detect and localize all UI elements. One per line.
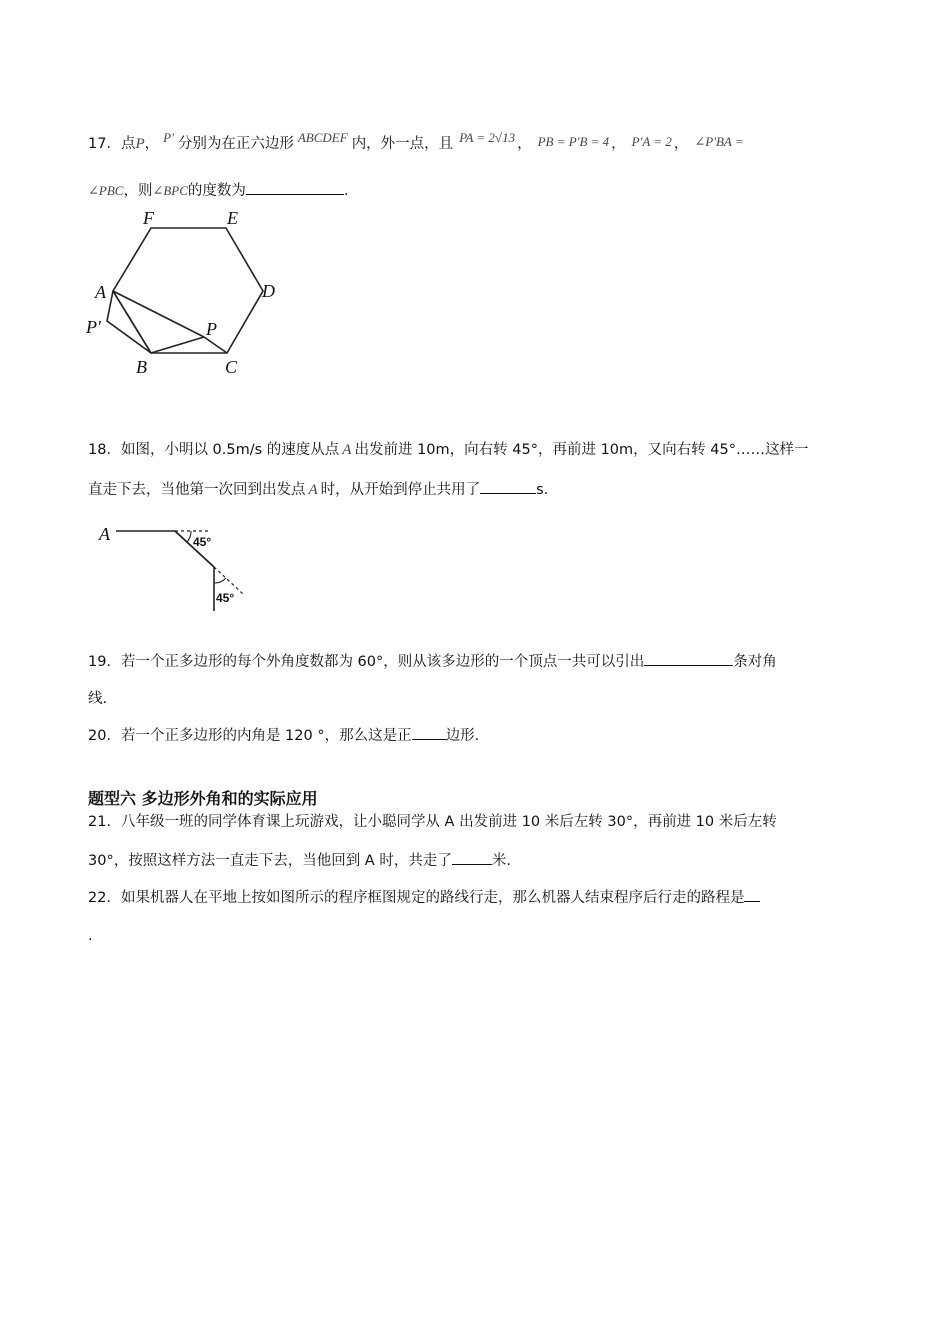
- q20-line1: [88, 725, 479, 746]
- q22-period: .: [88, 928, 93, 944]
- q22-line2: [88, 926, 93, 946]
- segment-p-c: [204, 337, 227, 353]
- q21-answer-blank: [452, 850, 492, 865]
- walk-path-figure: [95, 520, 255, 615]
- q19-line1: [88, 651, 777, 672]
- label-c: C: [225, 357, 238, 377]
- label-a: A: [95, 282, 106, 302]
- q22-text1: 22．如果机器人在平地上按如图所示的程序框图规定的路线行走，那么机器人结束程序后行走的路程是: [88, 890, 745, 906]
- q17-sep1: ，: [517, 136, 532, 152]
- q17-text1: 分别为在正六边形: [177, 136, 294, 152]
- angle-label-2: 45°: [216, 591, 235, 605]
- q19-text2: 条对角: [733, 654, 777, 670]
- label-pprime: P': [86, 317, 101, 337]
- q18-unit: s.: [536, 482, 549, 498]
- q17-comma: ，: [144, 136, 160, 152]
- label-p: P: [206, 319, 217, 339]
- label-a: A: [99, 524, 110, 544]
- q17-number: 17．点: [88, 136, 136, 152]
- q17-text3: ，则: [123, 183, 153, 199]
- q18-point-a: A: [342, 442, 352, 458]
- q17-point-pprime: P': [163, 130, 174, 145]
- q17-period: .: [343, 183, 349, 199]
- q21-text1: 21．八年级一班的同学体育课上玩游戏，让小聪同学从 A 出发前进 10 米后左转 30°，再前进 10 米后左转: [88, 814, 777, 830]
- q20-text2: 边形.: [445, 728, 480, 744]
- q21-line2: [88, 850, 511, 871]
- label-e: E: [227, 208, 238, 228]
- q19-text3: 线.: [88, 691, 108, 707]
- q18-answer-blank: [480, 479, 536, 494]
- angle-arc-1: [187, 531, 191, 542]
- q22-answer-blank: [744, 887, 760, 902]
- q18-text2: 出发前进 10m，向右转 45°，再前进 10m，又向右转 45°……这样一: [354, 442, 809, 458]
- q17-line2: [88, 180, 349, 201]
- q17-text2: 内，外一点，且: [351, 136, 454, 152]
- path-extension-2: [214, 567, 243, 594]
- q17-sep2: ，: [611, 136, 626, 152]
- hexagon-shape: [113, 228, 263, 353]
- q18-line2: [88, 479, 548, 500]
- q21-text2: 30°，按照这样方法一直走下去，当他回到 A 时，共走了: [88, 853, 452, 869]
- q20-text1: 20．若一个正多边形的内角是 120 °，那么这是正: [88, 728, 412, 744]
- q19-answer-blank: [644, 651, 733, 666]
- angle-arc-2: [214, 578, 226, 583]
- q22-line1: [88, 887, 760, 908]
- q17-line1: [88, 128, 744, 154]
- q17-sep3: ，: [673, 136, 689, 152]
- q18-text4: 时，从开始到停止共用了: [320, 482, 481, 498]
- q18-line1: [88, 440, 808, 460]
- q21-line1: [88, 812, 777, 832]
- q18-point-a2: A: [308, 482, 318, 498]
- q17-angle1: ∠P'BA =: [694, 134, 744, 149]
- q21-text3: 米.: [491, 853, 511, 869]
- segment-b-p: [151, 337, 204, 353]
- hexagon-figure: [80, 205, 290, 380]
- q17-answer-blank: [246, 180, 344, 195]
- label-d: D: [262, 281, 275, 301]
- q20-answer-blank: [412, 725, 446, 740]
- q18-text1: 18．如图，小明以 0.5m/s 的速度从点: [88, 442, 340, 458]
- q19-text1: 19．若一个正多边形的每个外角度数都为 60°，则从该多边形的一个顶点一共可以引出: [88, 654, 645, 670]
- q17-ppa: P'A = 2: [631, 134, 672, 149]
- q18-text3: 直走下去，当他第一次回到出发点: [88, 482, 306, 498]
- section-heading: 题型六 多边形外角和的实际应用: [88, 789, 318, 808]
- q17-point-p: P: [135, 136, 145, 152]
- q17-angle3: ∠BPC: [152, 183, 188, 198]
- q17-angle2: ∠PBC: [88, 183, 124, 198]
- label-f: F: [143, 208, 154, 228]
- q17-hexagon: ABCDEF: [297, 130, 348, 145]
- q17-pa: PA = 2√13: [459, 130, 516, 145]
- angle-label-1: 45°: [193, 535, 212, 549]
- q17-text4: 的度数为: [187, 183, 246, 199]
- q19-line2: [88, 689, 107, 709]
- q17-pb: PB = P'B = 4: [537, 134, 610, 149]
- label-b: B: [136, 357, 147, 377]
